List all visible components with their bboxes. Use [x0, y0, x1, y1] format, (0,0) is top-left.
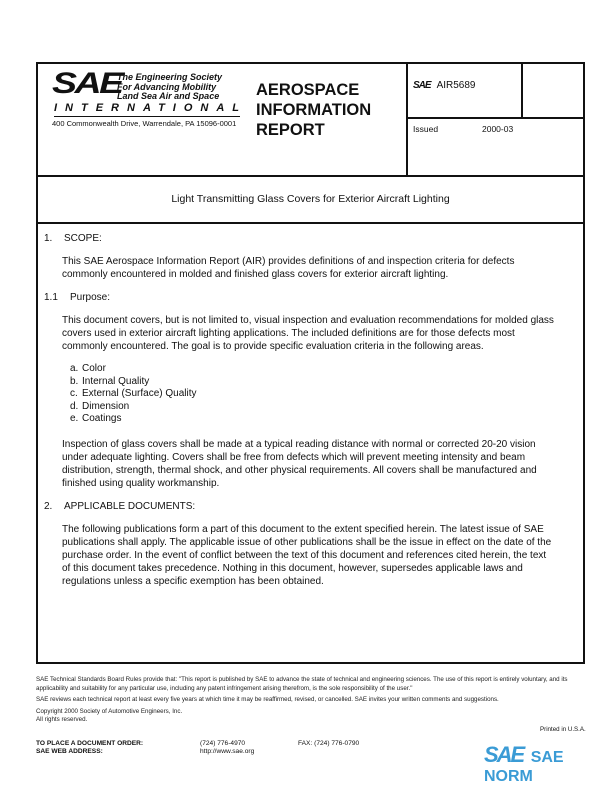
web-address-link[interactable]: http://www.sae.org — [200, 748, 255, 755]
tagline-line: Land Sea Air and Space — [117, 91, 220, 101]
section-number: 1. — [44, 233, 53, 244]
divider — [406, 62, 408, 176]
footer-notes — [36, 676, 586, 725]
list-item — [70, 413, 554, 426]
watermark-logo: SAE — [484, 742, 524, 767]
report-type-line: REPORT — [256, 121, 325, 139]
list-letter: a. — [70, 363, 79, 374]
list-item — [70, 388, 554, 401]
divider — [36, 222, 585, 224]
list-text: External (Surface) Quality — [82, 388, 197, 399]
document-number — [413, 80, 475, 91]
section-title: APPLICABLE DOCUMENTS: — [64, 500, 196, 512]
list-text: Coatings — [82, 413, 122, 424]
list-letter: c. — [70, 388, 78, 399]
section-heading — [44, 232, 554, 245]
list-item — [70, 363, 554, 376]
tagline-line: For Advancing Mobility — [117, 81, 217, 92]
list-text: Internal Quality — [82, 375, 150, 387]
report-type-line: INFORMATION — [256, 101, 372, 119]
issued-date: 2000-03 — [482, 124, 514, 134]
list-letter: e. — [70, 413, 79, 424]
tagline-line: The Engineering Society — [117, 72, 223, 82]
list-item — [70, 376, 554, 389]
section-title: Purpose: — [70, 292, 111, 303]
divider — [36, 175, 585, 177]
international-label: INTERNATIONAL — [54, 102, 248, 114]
paragraph: This SAE Aerospace Information Report (AIR) provides definitions of and inspection criteria for defects commonly encountered in molded and finished glass covers for exterior aircraft lighting. — [62, 256, 515, 280]
list-item — [70, 401, 554, 414]
footer-rules: SAE Technical Standards Board Rules provide that: "This report is published by SAE to advance the state of technical and engineering sciences. The use of this report is entirely voluntary, and its applicability and suitability for any particular use, including any patent infringement arising therefrom, is the sole responsibility of the user." — [36, 676, 568, 692]
order-label: TO PLACE A DOCUMENT ORDER: — [36, 740, 144, 747]
watermark-text: SAE NORM — [484, 749, 564, 785]
footer-rights: All rights reserved. — [36, 716, 88, 723]
sae-logo: SAE — [52, 67, 122, 100]
section-heading — [44, 500, 554, 513]
printed-in: Printed in U.S.A. — [540, 726, 586, 733]
paragraph: The following publications form a part of this document to the extent specified herein. The latest issue of SAE publications shall apply. The applicable issue of other publications shall be the issue in effect on the date of the purchase order. In the event of conflict between the text of this document and references cited herein, the text of this document takes precedence. Nothing in this document, however, supersedes applicable laws and regulations unless a specific exemption has been obtained. — [62, 523, 552, 587]
section-number: 2. — [44, 500, 53, 512]
web-label: SAE WEB ADDRESS: — [36, 748, 103, 755]
list-text: Color — [82, 363, 106, 374]
society-tagline — [117, 73, 222, 102]
divider — [406, 117, 585, 119]
paragraph: This document covers, but is not limited to, visual inspection and evaluation recommendations for molded glass covers used in exterior aircraft lighting applications. The included definitions are for those defects most commonly encountered. The goal is to provide specific evaluation criteria in the following areas. — [62, 315, 554, 352]
list-text: Dimension — [82, 400, 130, 412]
logo-rule — [54, 116, 240, 117]
order-labels — [36, 740, 143, 756]
footer-copyright: Copyright 2000 Society of Automotive Engineers, Inc. — [36, 707, 183, 715]
section-heading — [44, 291, 554, 304]
sae-small-logo: SAE — [413, 80, 431, 91]
paragraph: Inspection of glass covers shall be made at a typical reading distance with normal or corrected 20-20 vision under adequate lighting. Covers shall be free from defects which will prevent meeting intensity and beam distribution, strength, thermal shock, and other physical requirements. All covers shall be manufactured and finished using quality workmanship. — [62, 438, 537, 489]
contact-info — [200, 740, 254, 756]
section-title: SCOPE: — [64, 233, 102, 244]
report-type — [256, 80, 371, 140]
document-body — [44, 232, 554, 598]
issued-label: Issued — [413, 124, 439, 134]
list-letter: b. — [70, 375, 79, 387]
phone-number: (724) 776-4970 — [200, 740, 246, 747]
divider — [521, 62, 523, 118]
report-type-line: AEROSPACE — [256, 81, 360, 99]
doc-number-text: AIR5689 — [436, 80, 476, 91]
list-letter: d. — [70, 400, 79, 412]
document-title: Light Transmitting Glass Covers for Exterior Aircraft Lighting — [171, 193, 450, 205]
fax-number: FAX: (724) 776-0790 — [298, 740, 360, 747]
address: 400 Commonwealth Drive, Warrendale, PA 15096-0001 — [52, 119, 237, 128]
sae-norm-watermark — [484, 742, 600, 786]
areas-list — [70, 363, 554, 426]
section-number: 1.1 — [44, 292, 58, 303]
footer-review: SAE reviews each technical report at least every five years at which time it may be reaffirmed, revised, or cancelled. SAE invites your written comments and suggestions. — [36, 696, 499, 703]
